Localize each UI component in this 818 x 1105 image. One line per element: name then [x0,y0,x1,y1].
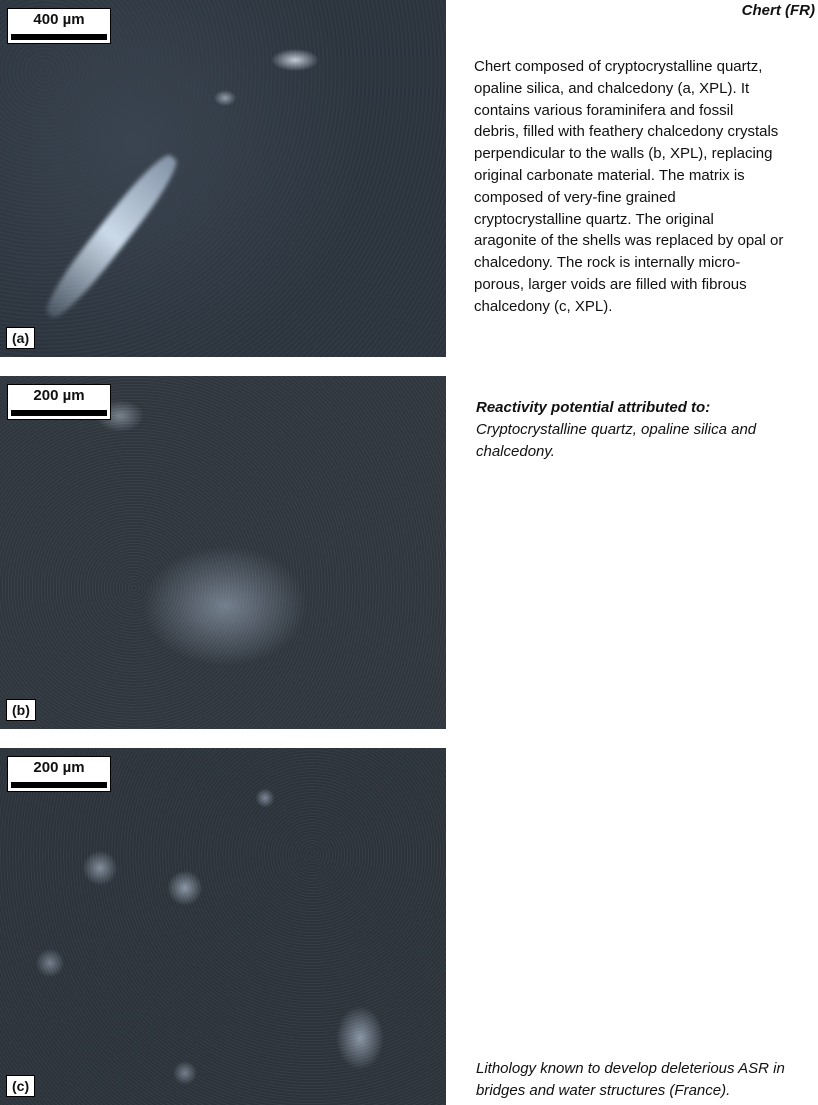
description-line: porous, larger voids are filled with fibrous [474,275,747,293]
panel-label: (c) [6,1075,35,1097]
chalcedony-vein [38,148,185,324]
description-line: chalcedony. The rock is internally micro- [474,254,741,272]
description-line: Chert composed of cryptocrystalline quartz, [474,58,763,75]
scale-label: 400 µm [33,11,85,28]
micrograph-a [0,0,446,357]
micrograph-c [0,748,446,1105]
lithology-line: bridges and water structures (France). [476,1081,731,1099]
description-line: composed of very-fine grained [474,188,676,206]
panel-label: (b) [6,699,36,721]
panel-label: (a) [6,327,35,349]
reactivity-section [476,397,756,462]
page-title: Chert (FR) [741,2,815,19]
reactivity-line: Cryptocrystalline quartz, opaline silica and [476,420,757,438]
scale-bar [7,384,111,420]
description-line: cryptocrystalline quartz. The original [474,210,714,228]
description-line: opaline silica, and chalcedony (a, XPL). It [474,79,750,97]
scale-label: 200 µm [33,759,85,776]
scale-bar [7,8,111,44]
lithology-note [476,1058,785,1102]
description [474,56,783,318]
description-line: aragonite of the shells was replaced by opal or [474,232,784,250]
description-line: perpendicular to the walls (b, XPL), replacing [474,145,773,163]
lithology-line: Lithology known to develop deleterious ASR in [476,1060,785,1077]
micrograph-b [0,376,446,729]
description-line: contains various foraminifera and fossil [474,101,734,119]
reactivity-line: chalcedony. [476,442,555,460]
scale-bar [7,756,111,792]
description-line: original carbonate material. The matrix is [474,166,745,184]
reactivity-label: Reactivity potential attributed to: [476,399,711,416]
description-line: debris, filled with feathery chalcedony crystals [474,123,779,141]
description-line: chalcedony (c, XPL). [474,297,613,315]
scale-label: 200 µm [33,387,85,404]
